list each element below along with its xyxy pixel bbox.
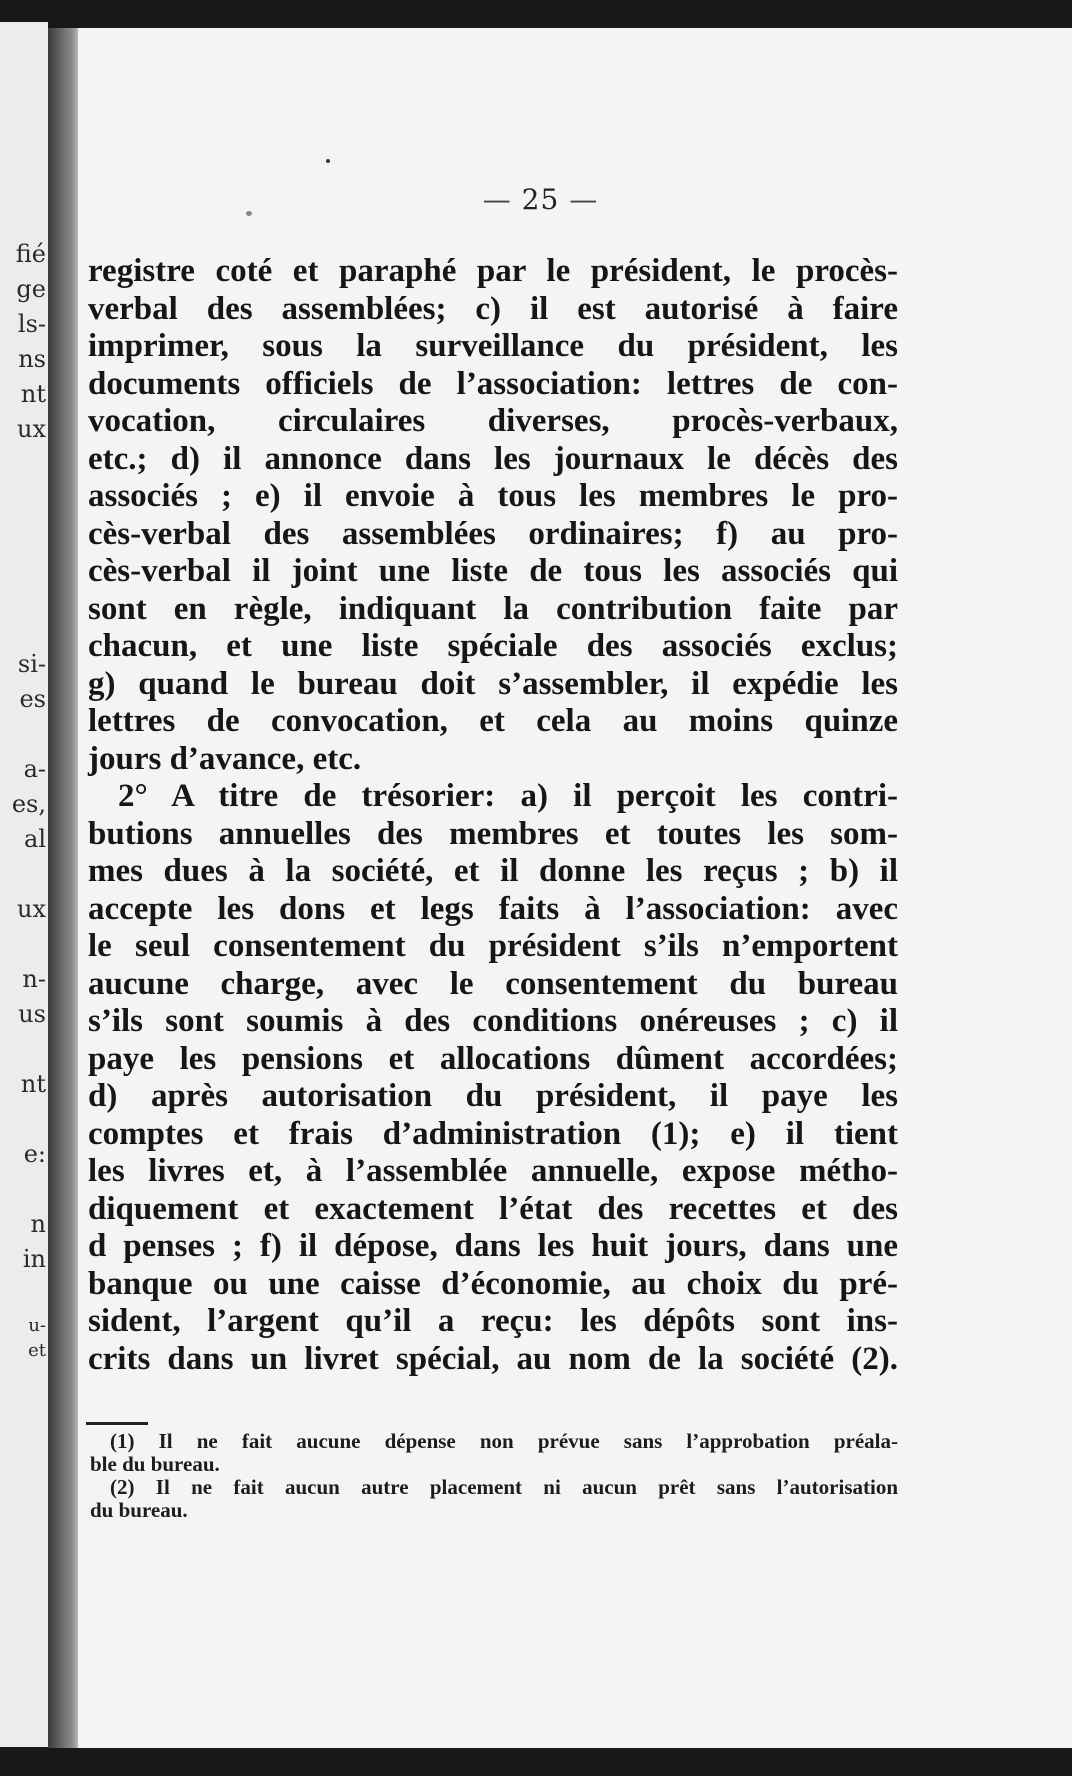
body-line: banque ou une caisse d’économie, au choix du pré- (88, 1265, 898, 1302)
footnote-line: du bureau. (90, 1498, 188, 1522)
body-line: le seul consentement du président s’ils n’emportent (88, 928, 898, 964)
body-line: accepte les dons et legs faits à l’association: avec (88, 890, 898, 927)
body-line: d) après autorisation du président, il paye les (88, 1078, 898, 1114)
margin-fragment: fié (15, 240, 46, 268)
margin-fragment: u- (28, 1315, 46, 1336)
body-line: g) quand le bureau doit s’assembler, il expédie les (88, 665, 898, 702)
margin-fragment: ls- (17, 310, 46, 338)
body-line: jours d’avance, etc. (88, 740, 362, 777)
margin-fragment: nt (20, 1070, 46, 1098)
body-line: diquement et exactement l’état des recettes et des (88, 1190, 898, 1227)
body-line: s’ils sont soumis à des conditions onéreuses ; c) il (88, 1003, 898, 1039)
previous-page-edge (0, 22, 48, 1747)
margin-fragment: us (18, 1000, 46, 1028)
body-line: comptes et frais d’administration (1); e) il tient (88, 1115, 898, 1152)
body-line: sident, l’argent qu’il a reçu: les dépôts sont ins- (88, 1303, 898, 1339)
body-line: crits dans un livret spécial, au nom de la société (2). (88, 1340, 898, 1377)
margin-fragment: n (30, 1210, 46, 1238)
margin-fragment: ns (18, 345, 46, 373)
body-text (88, 253, 898, 1378)
footnote-line: (2) Il ne fait aucun autre placement ni aucun prêt sans l’autorisation (110, 1475, 898, 1499)
body-line: chacun, et une liste spéciale des associés exclus; (88, 628, 898, 664)
body-line: imprimer, sous la surveillance du président, les (88, 328, 898, 364)
body-line: les livres et, à l’assemblée annuelle, expose métho- (88, 1153, 898, 1189)
margin-fragment: ux (17, 895, 46, 923)
margin-fragment: n- (22, 965, 46, 993)
margin-fragment: in (22, 1245, 46, 1273)
footnotes (90, 1430, 898, 1522)
footnote-line: (1) Il ne fait aucune dépense non prévue sans l’approbation préala- (110, 1429, 898, 1453)
dust-speck (326, 159, 330, 163)
body-line: paye les pensions et allocations dûment accordées; (88, 1040, 898, 1077)
body-line: etc.; d) il annonce dans les journaux le décès des (88, 440, 898, 477)
margin-fragment: es, (11, 790, 46, 818)
body-line: butions annuelles des membres et toutes les som- (88, 815, 898, 852)
margin-fragment: et (28, 1340, 46, 1361)
book-page (78, 28, 1072, 1748)
body-line: lettres de convocation, et cela au moins quinze (88, 703, 898, 739)
body-line: verbal des assemblées; c) il est autorisé à faire (88, 290, 898, 327)
body-line: documents officiels de l’association: lettres de con- (88, 365, 898, 402)
margin-fragment: es (19, 685, 46, 713)
margin-fragment: e: (23, 1140, 46, 1168)
body-line: d penses ; f) il dépose, dans les huit jours, dans une (88, 1228, 898, 1264)
margin-fragment: ux (17, 415, 46, 443)
page-number (78, 183, 1003, 216)
margin-fragment: nt (20, 380, 46, 408)
footnote-rule (86, 1422, 148, 1425)
margin-fragment: ge (16, 275, 46, 303)
body-line: aucune charge, avec le consentement du bureau (88, 965, 898, 1002)
body-line: cès-verbal des assemblées ordinaires; f) au pro- (88, 515, 898, 552)
margin-fragment: a- (23, 755, 46, 783)
margin-fragment: al (24, 825, 46, 853)
body-line: registre coté et paraphé par le président, le procès- (88, 253, 898, 289)
book-gutter-shadow (48, 28, 80, 1748)
body-line: cès-verbal il joint une liste de tous les associés qui (88, 553, 898, 589)
footnote-line: ble du bureau. (90, 1452, 220, 1476)
page-number-dash-right: — (569, 183, 599, 216)
body-line: associés ; e) il envoie à tous les membres le pro- (88, 478, 898, 514)
margin-fragment: si- (17, 650, 46, 678)
page-number-dash-left: — (482, 183, 512, 216)
body-line: sont en règle, indiquant la contribution faite par (88, 590, 898, 627)
body-line: mes dues à la société, et il donne les reçus ; b) il (88, 853, 898, 889)
page-number-value: 25 (521, 183, 560, 216)
body-line: 2° A titre de trésorier: a) il perçoit les contri- (118, 778, 898, 814)
body-line: vocation, circulaires diverses, procès-verbaux, (88, 403, 898, 439)
